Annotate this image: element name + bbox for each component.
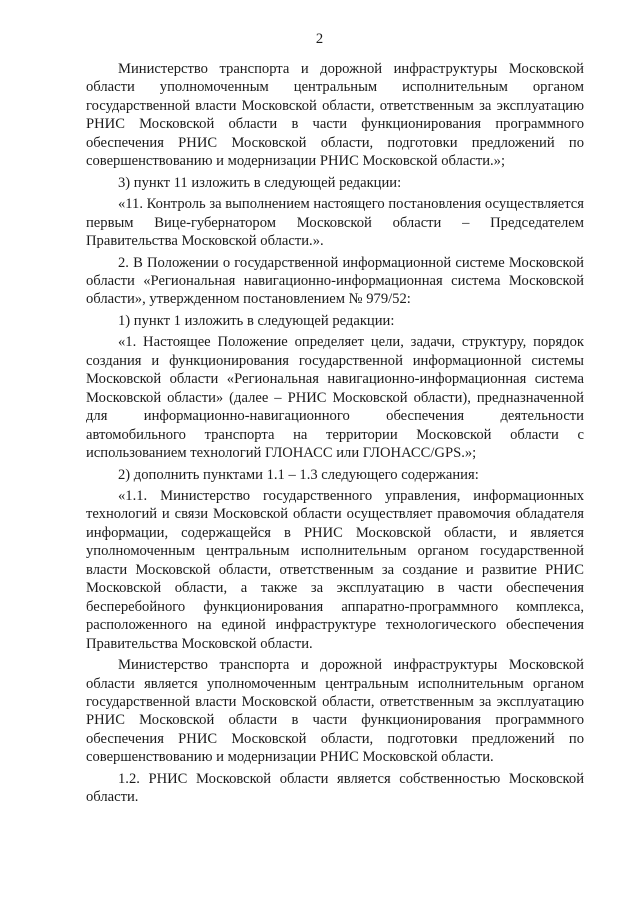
paragraph-clause-11: «11. Контроль за выполнением настоящего постановления осуществляется первым Вице-губернатором Московской области – Председателем Правительства Московской области.». [86,196,584,250]
paragraph-clause-1-2: 1.2. РНИС Московской области является собственностью Московской области. [86,770,584,806]
paragraph-section-2: 2. В Положении о государственной информационной системе Московской области «Региональная навигационно-информационная система Московской области», утвержденном постановлением № 979/52: [86,254,584,308]
document-body [86,60,584,807]
paragraph-transport-ministry-role: Министерство транспорта и дорожной инфраструктуры Московской области уполномоченным центральным исполнительным органом государственной власти Московской области, ответственным за эксплуатацию РНИС Московской области в части функционирования программного обеспечения РНИС Московской области, подготовки предложений по совершенствованию и модернизации РНИС Московской области.»; [86,61,584,170]
paragraph-item-1: 1) пункт 1 изложить в следующей редакции: [118,312,395,329]
paragraph-clause-1: «1. Настоящее Положение определяет цели, задачи, структуру, порядок создания и функционирования государственной информационной системы Московской области «Региональная навигационно-информационная система Московской области» (далее – РНИС Московской области), предназначенной для информационно-навигационного обеспечения деятельности автомобильного транспорта на территории Московской области с использованием технологий ГЛОНАСС или ГЛОНАСС/GPS.»; [86,334,584,462]
paragraph-item-2: 2) дополнить пунктами 1.1 – 1.3 следующего содержания: [118,466,479,483]
page-number: 2 [315,31,324,47]
paragraph-item-3: 3) пункт 11 изложить в следующей редакции: [118,174,402,191]
paragraph-transport-ministry: Министерство транспорта и дорожной инфраструктуры Московской области является уполномоченным центральным исполнительным органом государственной власти Московской области, ответственным за эксплуатацию РНИС Московской области в части функционирования программного обеспечения РНИС Московской области, подготовки предложений по совершенствованию и модернизации РНИС Московской области. [86,657,584,766]
paragraph-clause-1-1: «1.1. Министерство государственного управления, информационных технологий и связи Московской области осуществляет правомочия обладателя информации, содержащейся в РНИС Московской области, и является уполномоченным центральным исполнительным органом государственной власти Московской области, ответственным за создание и развитие РНИС Московской области, а также за эксплуатацию в части обеспечения бесперебойного функционирования аппаратно-программного комплекса, расположенного на единой инфраструктуре технологического обеспечения Правительства Московской области. [86,487,584,652]
